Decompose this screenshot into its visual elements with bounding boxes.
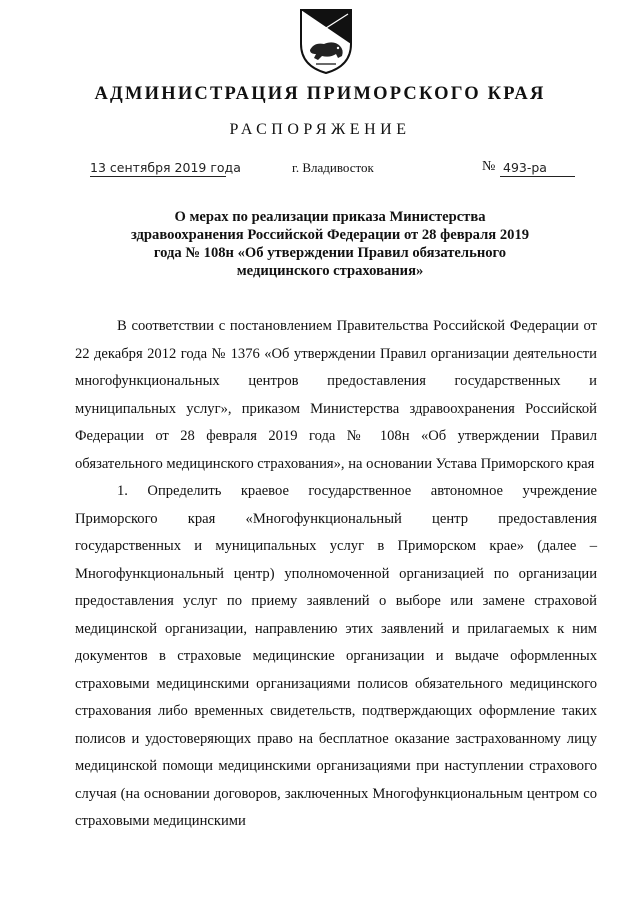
item-1-paragraph: 1. Определить краевое государственное автономное учреждение Приморского края «Многофункциональный центр предоставления государственных и муниципальных услуг в Приморском крае» (далее – Многофункциональный центр) уполномоченной организацией по организации предоставления услуг по приему заявлений о выборе или замене страховой медицинской организации, направлению этих заявлений и прилагаемых к ним документов в страховые медицинские организации и выдаче оформленных страховыми медицинскими организациями полисов обязательного медицинского страхования либо временных свидетельств, подтверждающих оформление таких полисов и удостоверяющих право на бесплатное оказание застрахованному лицу медицинской помощи медицинскими организациями при наступлении страхового случая (на основании договоров, заключенных Многофункциональным центром со страховыми медицинскими [75,483,597,829]
organization-name: АДМИНИСТРАЦИЯ ПРИМОРСКОГО КРАЯ [94,84,546,104]
document-body [75,313,597,836]
document-number-label: № [482,159,496,174]
document-number: 493-ра [500,160,575,177]
preamble-paragraph: В соответствии с постановлением Правительства Российской Федерации от 22 декабря 2012 года № 1376 «Об утверждении Правил организации деятельности многофункциональных центров предоставления государственных и муниципальных услуг», приказом Министерства здравоохранения Российской Федерации от 28 февраля 2019 года № 108н «Об утверждении Правил обязательного медицинского страхования», на основании Устава Приморского края [75,318,597,472]
document-date: 13 сентября 2019 года [90,160,241,175]
coat-of-arms-emblem [296,6,356,76]
document-title: О мерах по реализации приказа Министерства здравоохранения Российской Федерации от 28 февраля 2019 года № 108н «Об утверждении Правил обязательного медицинского страхования» [130,209,530,279]
document-type: РАСПОРЯЖЕНИЕ [229,121,411,138]
document-city: г. Владивосток [292,160,374,175]
